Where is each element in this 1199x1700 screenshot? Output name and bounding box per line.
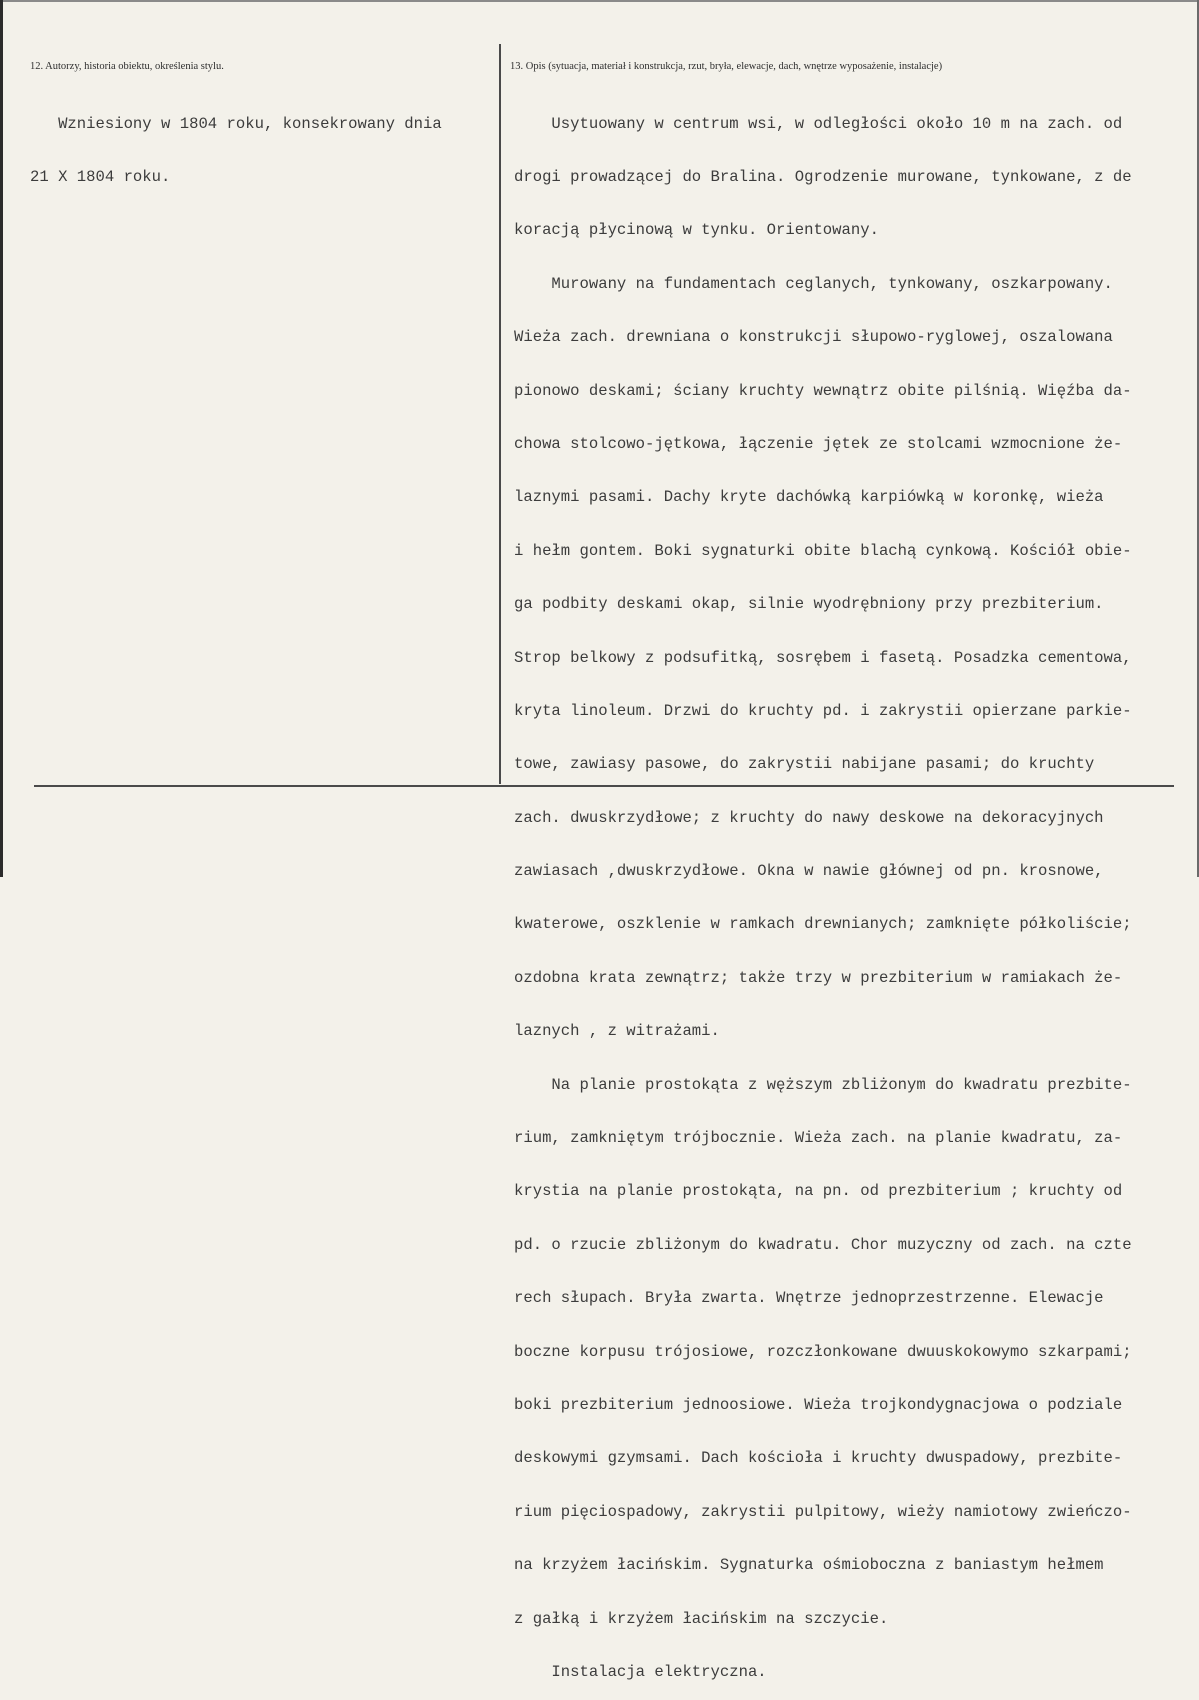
typed-line: chowa stolcowo-jętkowa, łączenie jętek ze stolcami wzmocnione że- [514, 434, 1123, 453]
typed-line: krystia na planie prostokąta, na pn. od prezbiterium ; kruchty od [514, 1182, 1123, 1201]
typed-line: drogi prowadzącej do Bralina. Ogrodzenie murowane, tynkowane, z de [514, 167, 1132, 186]
typed-line: zach. dwuskrzydłowe; z kruchty do nawy deskowe na dekoracyjnych [514, 808, 1104, 827]
field-13-label: 13. Opis (sytuacja, materiał i konstrukcja, rzut, bryła, elewacje, dach, wnętrze wyposażenie, instalacje) [510, 61, 943, 72]
typed-line: 21 X 1804 roku. [30, 167, 171, 186]
typed-line: ga podbity deskami okap, silnie wyodrębniony przy prezbiterium. [514, 595, 1104, 614]
typed-line: i hełm gontem. Boki sygnaturki obite blachą cynkową. Kościół obie- [514, 541, 1132, 560]
column-divider [499, 44, 501, 784]
typed-line: laznymi pasami. Dachy kryte dachówką karpiówką w koronkę, wieża [514, 488, 1104, 507]
field-13-typed-text [514, 80, 1132, 1700]
typed-line: Wieża zach. drewniana o konstrukcji słupowo-ryglowej, oszalowana [514, 328, 1113, 347]
typed-line: laznych , z witrażami. [514, 1022, 720, 1041]
typed-line: Wzniesiony w 1804 roku, konsekrowany dnia [30, 114, 442, 133]
typed-line: Strop belkowy z podsufitką, sosrębem i fasetą. Posadzka cementowa, [514, 648, 1132, 667]
typed-line: boczne korpusu trójosiowe, rozczłonkowane dwuuskokowymo szkarpami; [514, 1342, 1132, 1361]
typed-line: Murowany na fundamentach ceglanych, tynkowany, oszkarpowany. [514, 274, 1113, 293]
field-12-label: 12. Autorzy, historia obiektu, określenia stylu. [30, 61, 224, 72]
bottom-rule [34, 785, 1174, 787]
field-12-typed-text [30, 80, 442, 205]
typed-line: kryta linoleum. Drzwi do kruchty pd. i zakrystii opierzane parkie- [514, 701, 1132, 720]
typed-line: deskowymi gzymsami. Dach kościoła i kruchty dwuspadowy, prezbite- [514, 1449, 1123, 1468]
typed-line: na krzyżem łacińskim. Sygnaturka ośmioboczna z baniastym hełmem [514, 1556, 1104, 1575]
typed-line: rech słupach. Bryła zwarta. Wnętrze jednoprzestrzenne. Elewacje [514, 1289, 1104, 1308]
typed-line: rium, zamkniętym trójbocznie. Wieża zach. na planie kwadratu, za- [514, 1129, 1123, 1148]
typed-line: z gałką i krzyżem łacińskim na szczycie. [514, 1609, 889, 1628]
typed-line: zawiasach ,dwuskrzydłowe. Okna w nawie głównej od pn. krosnowe, [514, 862, 1104, 881]
typed-line: koracją płycinową w tynku. Orientowany. [514, 221, 879, 240]
typed-line: boki prezbiterium jednoosiowe. Wieża trojkondygnacjowa o podziale [514, 1395, 1123, 1414]
typed-line: Instalacja elektryczna. [514, 1662, 767, 1681]
typed-line: kwaterowe, oszklenie w ramkach drewnianych; zamknięte półkoliście; [514, 915, 1132, 934]
typed-line: towe, zawiasy pasowe, do zakrystii nabijane pasami; do kruchty [514, 755, 1095, 774]
typed-line: rium pięciospadowy, zakrystii pulpitowy, wieży namiotowy zwieńczo- [514, 1502, 1132, 1521]
typed-line: pd. o rzucie zbliżonym do kwadratu. Chor muzyczny od zach. na czte [514, 1235, 1132, 1254]
page-left-edge [0, 0, 3, 877]
typed-line: pionowo deskami; ściany kruchty wewnątrz obite pilśnią. Więźba da- [514, 381, 1132, 400]
typed-line: Usytuowany w centrum wsi, w odległości około 10 m na zach. od [514, 114, 1123, 133]
page-top-edge [0, 0, 1199, 2]
typed-line: ozdobna krata zewnątrz; także trzy w prezbiterium w ramiakach że- [514, 968, 1123, 987]
typed-line: Na planie prostokąta z węższym zbliżonym do kwadratu prezbite- [514, 1075, 1132, 1094]
